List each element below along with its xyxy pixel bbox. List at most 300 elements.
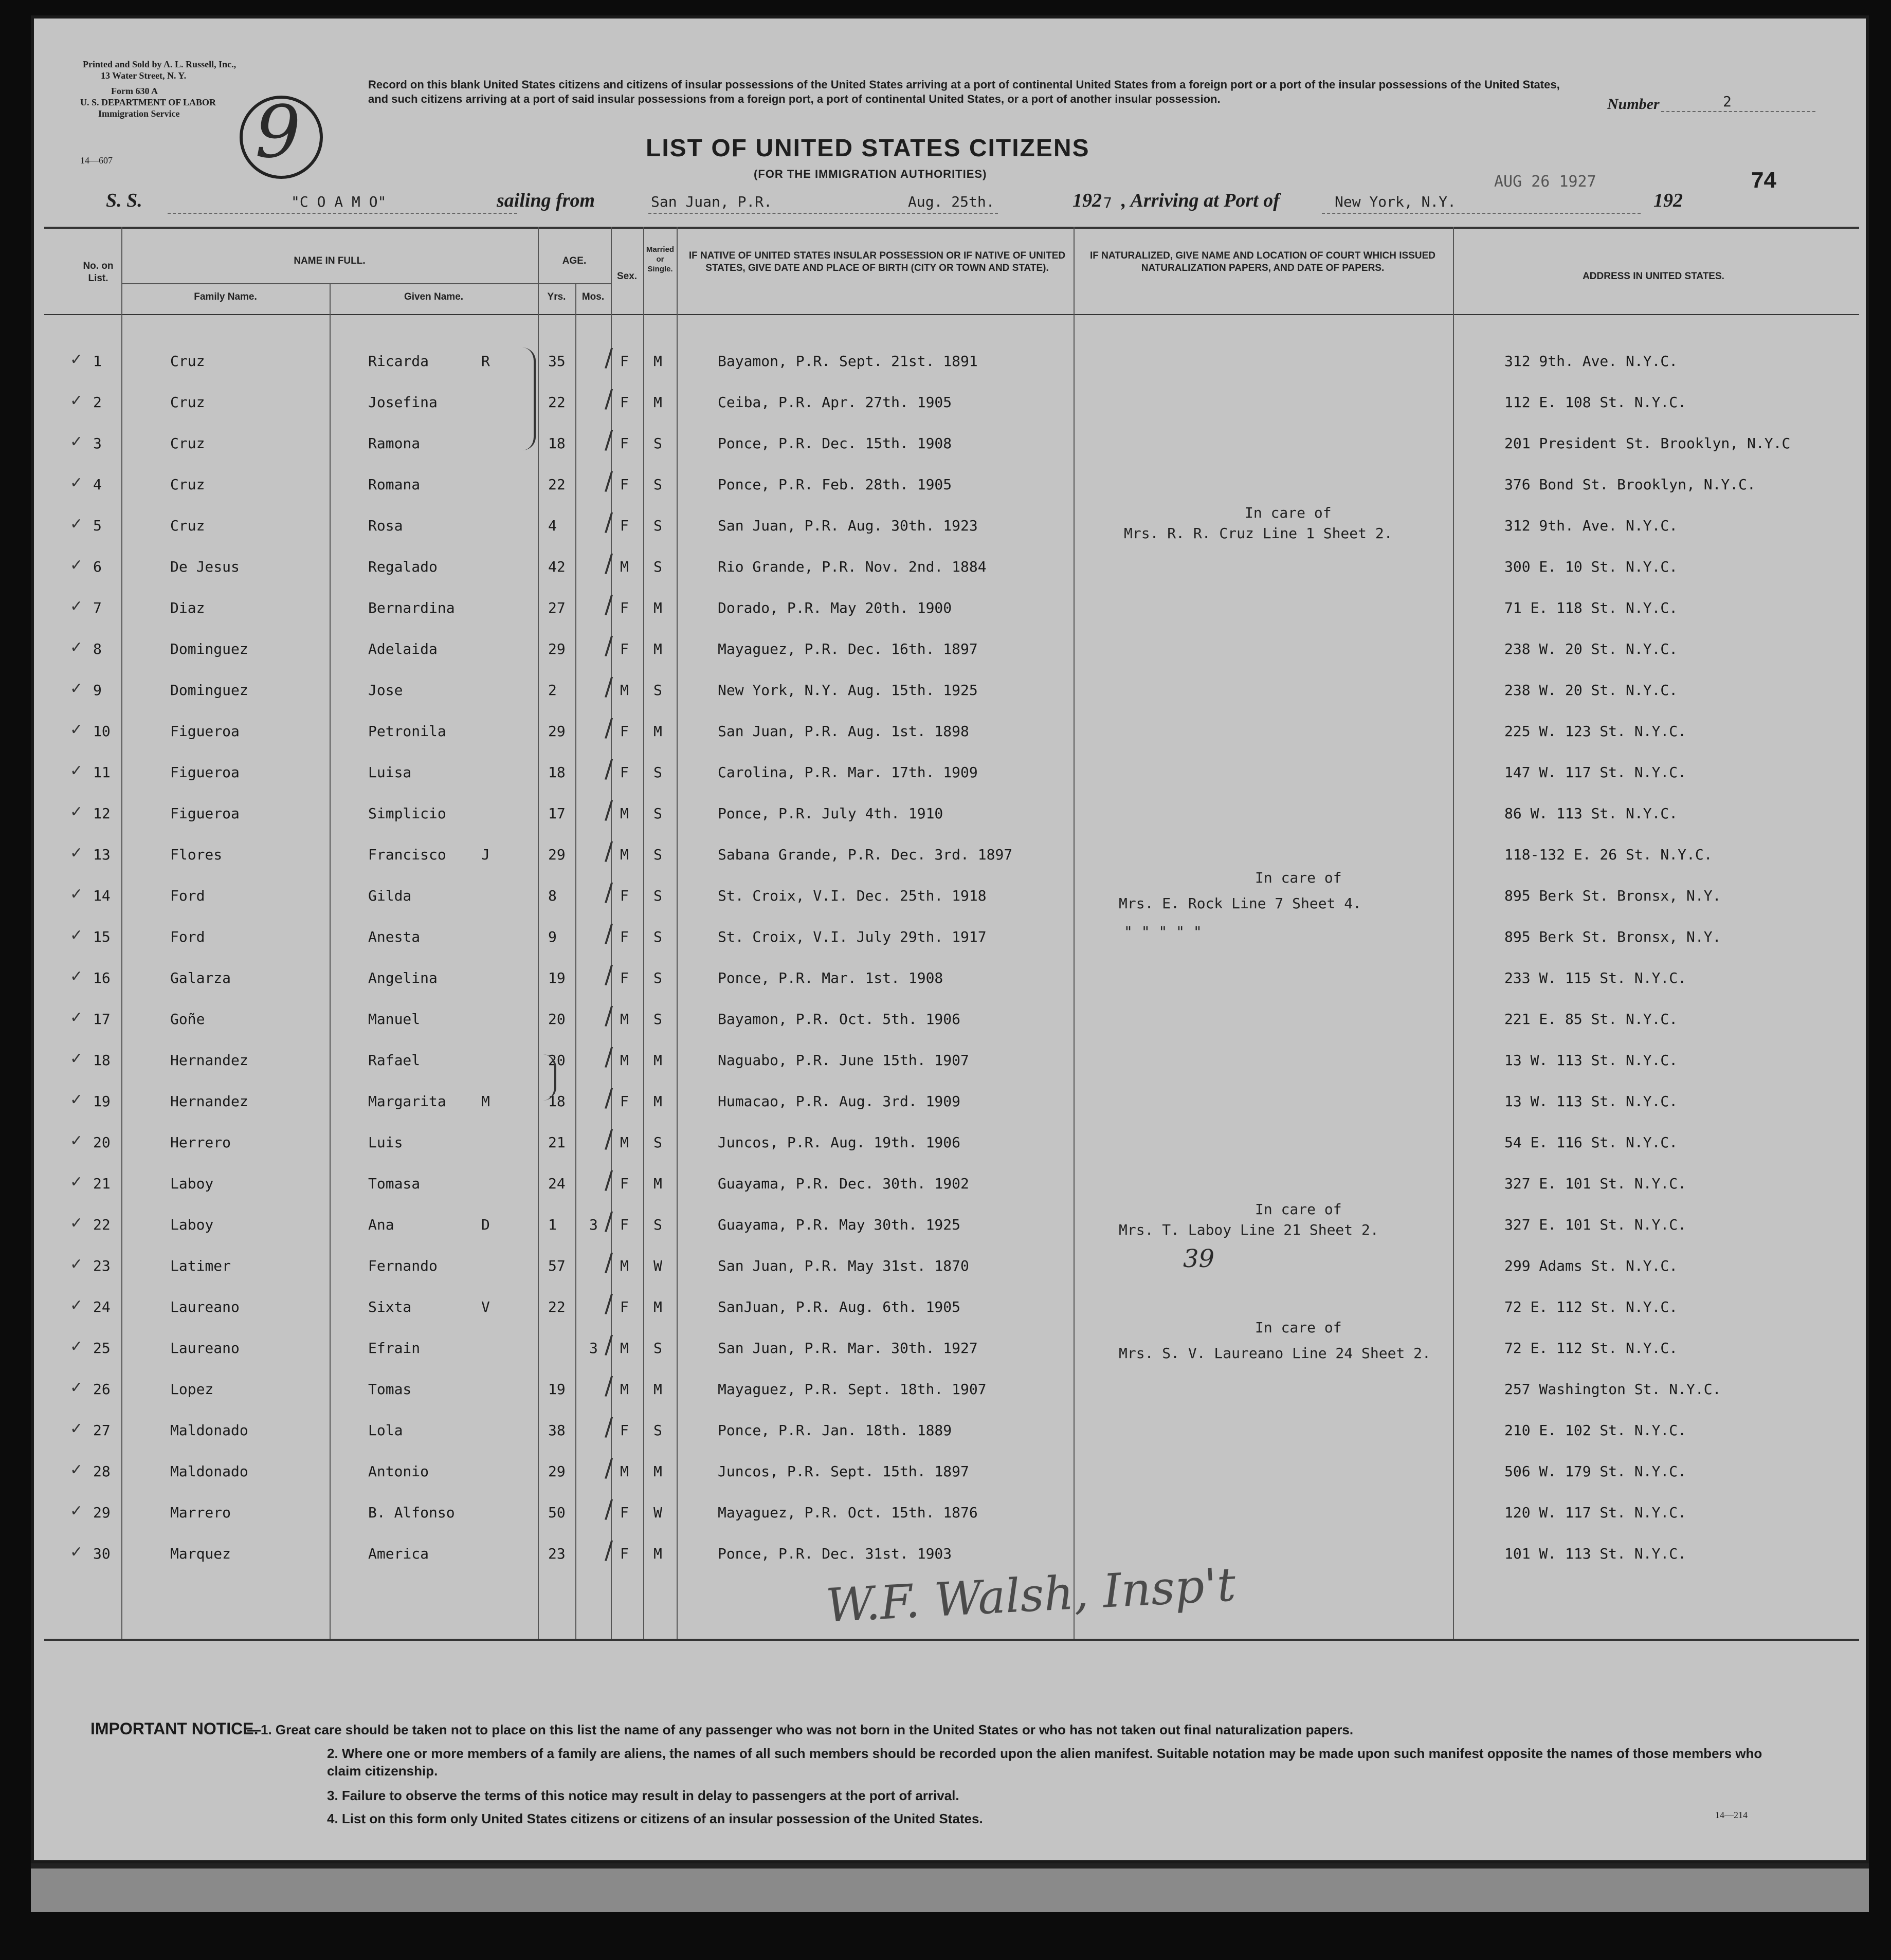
check-mark-icon: ✓ (70, 1009, 83, 1027)
col-divider-sex (643, 227, 644, 1639)
col-divider-ms (677, 227, 678, 1639)
marital-status: M (653, 640, 662, 657)
sex: M (620, 805, 629, 822)
row-number: 2 (93, 394, 102, 411)
address: 299 Adams St. N.Y.C. (1504, 1257, 1678, 1274)
marital-status: M (653, 394, 662, 411)
address: 147 W. 117 St. N.Y.C. (1504, 764, 1687, 781)
care3-text: Mrs. T. Laboy Line 21 Sheet 2. (1119, 1221, 1379, 1238)
birth-place-date: Rio Grande, P.R. Nov. 2nd. 1884 (718, 558, 987, 575)
marital-status: M (653, 1093, 662, 1110)
handwritten-number: 39 (1183, 1244, 1215, 1273)
birth-place-date: San Juan, P.R. Mar. 30th. 1927 (718, 1340, 978, 1357)
row-number: 18 (93, 1052, 111, 1069)
given-name: Francisco (368, 846, 446, 863)
birth-place-date: Dorado, P.R. May 20th. 1900 (718, 599, 952, 616)
sex: M (620, 1257, 629, 1274)
age-years: 18 (548, 435, 566, 452)
family-name: Flores (170, 846, 223, 863)
tally-stroke-icon: / (605, 713, 613, 742)
birth-place-date: Humacao, P.R. Aug. 3rd. 1909 (718, 1093, 961, 1110)
marital-status: M (653, 1463, 662, 1480)
sex: F (620, 1298, 629, 1315)
address: 233 W. 115 St. N.Y.C. (1504, 969, 1687, 986)
row-number: 8 (93, 640, 102, 657)
birth-place-date: Mayaguez, P.R. Dec. 16th. 1897 (718, 640, 978, 657)
age-years: 21 (548, 1134, 566, 1151)
row-number: 12 (93, 805, 111, 822)
family-name: Hernandez (170, 1093, 248, 1110)
address: 257 Washington St. N.Y.C. (1504, 1381, 1721, 1398)
tally-stroke-icon: / (605, 590, 613, 619)
col-divider-no (121, 227, 122, 1639)
care2-ditto: " " " " " (1124, 923, 1202, 940)
middle-initial: V (481, 1298, 490, 1315)
marital-status: M (653, 1545, 662, 1562)
tally-stroke-icon: / (605, 467, 613, 496)
notice-item-3: 3. Failure to observe the terms of this notice may result in delay to passengers at the port of arrival. (327, 1788, 959, 1803)
check-mark-icon: ✓ (70, 474, 83, 492)
tally-stroke-icon: / (605, 1413, 613, 1441)
tally-stroke-icon: / (605, 672, 613, 701)
birth-place-date: SanJuan, P.R. Aug. 6th. 1905 (718, 1298, 961, 1315)
birth-place-date: Sabana Grande, P.R. Dec. 3rd. 1897 (718, 846, 1013, 863)
age-years: 9 (548, 928, 557, 945)
address: 201 President St. Brooklyn, N.Y.C (1504, 435, 1791, 452)
marital-status: M (653, 1381, 662, 1398)
sailing-year: 192 (1072, 190, 1102, 211)
row-number: 1 (93, 353, 102, 370)
birth-place-date: St. Croix, V.I. Dec. 25th. 1918 (718, 887, 987, 904)
family-name: Hernandez (170, 1052, 248, 1069)
address: 210 E. 102 St. N.Y.C. (1504, 1422, 1687, 1439)
address: 72 E. 112 St. N.Y.C. (1504, 1298, 1678, 1315)
sex: M (620, 1463, 629, 1480)
row-number: 27 (93, 1422, 111, 1439)
given-name: Bernardina (368, 599, 455, 616)
row-number: 11 (93, 764, 111, 781)
header-bottom-rule (44, 314, 1859, 315)
family-name: Diaz (170, 599, 205, 616)
marital-status: S (653, 558, 662, 575)
col-header-mos: Mos. (581, 291, 605, 302)
sex: F (620, 517, 629, 534)
sailing-from-value: San Juan, P.R. (651, 193, 773, 210)
birth-place-date: Ponce, P.R. Jan. 18th. 1889 (718, 1422, 952, 1439)
record-instruction: Record on this blank United States citizens and citizens of insular possessions of the United States arriving at a port of continental United States from a foreign port or a port of the insular possessions of the United States, and such citizens arriving at a port of said insular possessions from a foreign port, a port of continental United States, or a port of another insular possession. (368, 78, 1560, 105)
birth-place-date: Guayama, P.R. Dec. 30th. 1902 (718, 1175, 969, 1192)
form-code: 14—607 (80, 155, 113, 166)
col-header-family: Family Name. (194, 291, 257, 302)
sailing-from-line (648, 213, 998, 214)
tally-stroke-icon: / (605, 384, 613, 413)
col-header-address: ADDRESS IN UNITED STATES. (1583, 271, 1724, 282)
sex: F (620, 1504, 629, 1521)
sex: M (620, 1134, 629, 1151)
family-name: Dominguez (170, 640, 248, 657)
birth-place-date: Mayaguez, P.R. Sept. 18th. 1907 (718, 1381, 987, 1398)
care3-label: In care of (1255, 1201, 1342, 1218)
marital-status: S (653, 969, 662, 986)
check-mark-icon: ✓ (70, 1338, 83, 1355)
age-years: 27 (548, 599, 566, 616)
row-number: 7 (93, 599, 102, 616)
given-name: Sixta (368, 1298, 412, 1315)
check-mark-icon: ✓ (70, 680, 83, 698)
marital-status: S (653, 1011, 662, 1028)
check-mark-icon: ✓ (70, 515, 83, 533)
notice-item-1: —1. Great care should be taken not to place on this list the name of any passenger who was not born in the United States or who has not taken out final naturalization papers. (247, 1722, 1354, 1737)
check-mark-icon: ✓ (70, 1420, 83, 1438)
age-years: 18 (548, 764, 566, 781)
sex: F (620, 1093, 629, 1110)
birth-place-date: Juncos, P.R. Aug. 19th. 1906 (718, 1134, 961, 1151)
check-mark-icon: ✓ (70, 967, 83, 985)
family-name: Maldonado (170, 1422, 248, 1439)
notice-heading: IMPORTANT NOTICE. (90, 1719, 259, 1738)
given-name: Romana (368, 476, 421, 493)
address: 895 Berk St. Bronsx, N.Y. (1504, 928, 1721, 945)
birth-place-date: New York, N.Y. Aug. 15th. 1925 (718, 682, 978, 699)
arrival-year: 192 (1653, 190, 1683, 211)
address: 101 W. 113 St. N.Y.C. (1504, 1545, 1687, 1562)
tally-stroke-icon: / (605, 1371, 613, 1400)
tally-stroke-icon: / (605, 1289, 613, 1318)
family-name: Cruz (170, 435, 205, 452)
check-mark-icon: ✓ (70, 885, 83, 903)
sex: M (620, 1011, 629, 1028)
given-name: Josefina (368, 394, 438, 411)
age-years: 1 (548, 1216, 557, 1233)
marital-status: S (653, 805, 662, 822)
address: 13 W. 113 St. N.Y.C. (1504, 1093, 1678, 1110)
sex: F (620, 599, 629, 616)
given-name: Anesta (368, 928, 421, 945)
row-number: 3 (93, 435, 102, 452)
tally-stroke-icon: / (605, 1536, 613, 1565)
sex: M (620, 1340, 629, 1357)
given-name: Ricarda (368, 353, 429, 370)
given-name: Tomasa (368, 1175, 421, 1192)
age-years: 18 (548, 1093, 566, 1110)
address: 118-132 E. 26 St. N.Y.C. (1504, 846, 1713, 863)
birth-place-date: Ponce, P.R. Mar. 1st. 1908 (718, 969, 943, 986)
sex: F (620, 1422, 629, 1439)
marital-status: S (653, 1422, 662, 1439)
check-mark-icon: ✓ (70, 1091, 83, 1109)
col-header-yrs: Yrs. (547, 291, 566, 302)
family-name: Cruz (170, 394, 205, 411)
marital-status: S (653, 682, 662, 699)
given-name: Angelina (368, 969, 438, 986)
ship-name: "C O A M O" (291, 193, 387, 210)
family-name: Cruz (170, 353, 205, 370)
inspector-signature: W.F. Walsh, Insp't (824, 1558, 1237, 1633)
tally-stroke-icon: / (605, 1084, 613, 1112)
family-name: Dominguez (170, 682, 248, 699)
age-years: 2 (548, 682, 557, 699)
check-mark-icon: ✓ (70, 1050, 83, 1068)
family-name: Cruz (170, 476, 205, 493)
col-divider-nat (1453, 227, 1454, 1639)
family-name: Latimer (170, 1257, 231, 1274)
check-mark-icon: ✓ (70, 844, 83, 862)
marital-status: W (653, 1504, 662, 1521)
birth-place-date: Mayaguez, P.R. Oct. 15th. 1876 (718, 1504, 978, 1521)
given-name: Ana (368, 1216, 394, 1233)
sex: F (620, 476, 629, 493)
col-header-married: Married or Single. (646, 245, 675, 273)
ss-label: S. S. (106, 190, 142, 211)
sailing-from-label: sailing from (497, 190, 595, 211)
care1-label: In care of (1245, 504, 1332, 521)
age-years: 4 (548, 517, 557, 534)
tally-stroke-icon: / (605, 878, 613, 907)
tally-stroke-icon: / (605, 1495, 613, 1524)
age-years: 22 (548, 1298, 566, 1315)
birth-place-date: San Juan, P.R. May 31st. 1870 (718, 1257, 969, 1274)
marital-status: S (653, 1340, 662, 1357)
birth-place-date: Ponce, P.R. Dec. 15th. 1908 (718, 435, 952, 452)
check-mark-icon: ✓ (70, 803, 83, 821)
given-name: Fernando (368, 1257, 438, 1274)
table-top-rule (44, 227, 1859, 229)
given-name: Adelaida (368, 640, 438, 657)
marital-status: M (653, 353, 662, 370)
page-subtitle: (FOR THE IMMIGRATION AUTHORITIES) (754, 168, 987, 180)
col-header-no: No. on List. (83, 261, 114, 284)
marital-status: W (653, 1257, 662, 1274)
tally-stroke-icon: / (605, 796, 613, 825)
family-name: Maldonado (170, 1463, 248, 1480)
check-mark-icon: ✓ (70, 1173, 83, 1191)
row-number: 23 (93, 1257, 111, 1274)
date-stamp: AUG 26 1927 (1494, 173, 1596, 191)
arrival-port-line (1322, 213, 1641, 214)
address: 376 Bond St. Brooklyn, N.Y.C. (1504, 476, 1756, 493)
age-years: 22 (548, 394, 566, 411)
marital-status: M (653, 599, 662, 616)
age-years: 22 (548, 476, 566, 493)
age-months: 3 (589, 1216, 598, 1233)
row-number: 13 (93, 846, 111, 863)
scan-edge (31, 1863, 1869, 1912)
address: 221 E. 85 St. N.Y.C. (1504, 1011, 1678, 1028)
given-name: America (368, 1545, 429, 1562)
printer-line-1: Printed and Sold by A. L. Russell, Inc., (83, 59, 237, 69)
birth-place-date: Carolina, P.R. Mar. 17th. 1909 (718, 764, 978, 781)
col-header-birth: IF NATIVE OF UNITED STATES INSULAR POSSESSION OR IF NATIVE OF UNITED STATES, GIVE DATE AND PLACE OF BIRTH (CITY OR TOWN AND STATE). (688, 250, 1066, 273)
given-name: Petronila (368, 723, 446, 740)
birth-place-date: Ponce, P.R. Feb. 28th. 1905 (718, 476, 952, 493)
notice-item-4: 4. List on this form only United States citizens or citizens of an insular possession of the United States. (327, 1811, 983, 1826)
family-name: Laureano (170, 1340, 240, 1357)
marital-status: S (653, 517, 662, 534)
family-name: Lopez (170, 1381, 214, 1398)
address: 225 W. 123 St. N.Y.C. (1504, 723, 1687, 740)
family-name: Laboy (170, 1175, 214, 1192)
tally-stroke-icon: / (605, 1330, 613, 1359)
age-years: 29 (548, 723, 566, 740)
tally-stroke-icon: / (605, 919, 613, 948)
address: 13 W. 113 St. N.Y.C. (1504, 1052, 1678, 1069)
address: 112 E. 108 St. N.Y.C. (1504, 394, 1687, 411)
given-name: Luis (368, 1134, 403, 1151)
age-years: 50 (548, 1504, 566, 1521)
birth-place-date: Ponce, P.R. July 4th. 1910 (718, 805, 943, 822)
family-name: Marrero (170, 1504, 231, 1521)
tally-stroke-icon: / (605, 426, 613, 454)
tally-stroke-icon: / (605, 1166, 613, 1195)
row-number: 25 (93, 1340, 111, 1357)
printer-line-2: 13 Water Street, N. Y. (101, 70, 187, 81)
row-number: 4 (93, 476, 102, 493)
sex: F (620, 1216, 629, 1233)
check-mark-icon: ✓ (70, 1214, 83, 1232)
sex: F (620, 640, 629, 657)
check-mark-icon: ✓ (70, 1255, 83, 1273)
tally-stroke-icon: / (605, 1042, 613, 1071)
address: 312 9th. Ave. N.Y.C. (1504, 517, 1678, 534)
sex: M (620, 846, 629, 863)
row-number: 5 (93, 517, 102, 534)
sex: F (620, 353, 629, 370)
address: 327 E. 101 St. N.Y.C. (1504, 1216, 1687, 1233)
birth-place-date: Naguabo, P.R. June 15th. 1907 (718, 1052, 969, 1069)
notice-item-2: 2. Where one or more members of a family are aliens, the names of all such members should be recorded upon the alien manifest. Suitable notation may be made upon such manifest opposite the names of those members who claim citizenship. (327, 1746, 1762, 1779)
sailing-date: Aug. 25th. (908, 193, 995, 210)
marital-status: S (653, 887, 662, 904)
footer-form-code: 14—214 (1715, 1810, 1748, 1820)
marital-status: S (653, 1134, 662, 1151)
number-label: Number (1607, 96, 1660, 113)
marital-status: S (653, 928, 662, 945)
age-years: 24 (548, 1175, 566, 1192)
age-subrule (538, 283, 611, 284)
tally-stroke-icon: / (605, 755, 613, 783)
row-number: 26 (93, 1381, 111, 1398)
row-number: 24 (93, 1298, 111, 1315)
check-mark-icon: ✓ (70, 1543, 83, 1561)
family-name: Cruz (170, 517, 205, 534)
given-name: Ramona (368, 435, 421, 452)
check-mark-icon: ✓ (70, 556, 83, 574)
marital-status: M (653, 723, 662, 740)
row-number: 21 (93, 1175, 111, 1192)
birth-place-date: Ceiba, P.R. Apr. 27th. 1905 (718, 394, 952, 411)
check-mark-icon: ✓ (70, 1461, 83, 1479)
birth-place-date: Bayamon, P.R. Sept. 21st. 1891 (718, 353, 978, 370)
check-mark-icon: ✓ (70, 762, 83, 780)
sex: F (620, 969, 629, 986)
age-months: 3 (589, 1340, 598, 1357)
family-name: Galarza (170, 969, 231, 986)
col-divider-family (330, 283, 331, 1639)
check-mark-icon: ✓ (70, 351, 83, 369)
tally-stroke-icon: / (605, 1248, 613, 1277)
col-header-sex: Sex. (616, 271, 638, 282)
sex: M (620, 682, 629, 699)
age-years: 20 (548, 1052, 566, 1069)
marital-status: M (653, 1175, 662, 1192)
marital-status: M (653, 1298, 662, 1315)
marital-status: S (653, 764, 662, 781)
tally-stroke-icon: / (605, 1207, 613, 1236)
row-number: 17 (93, 1011, 111, 1028)
family-name: Goñe (170, 1011, 205, 1028)
row-number: 19 (93, 1093, 111, 1110)
row-number: 20 (93, 1134, 111, 1151)
address: 54 E. 116 St. N.Y.C. (1504, 1134, 1678, 1151)
middle-initial: J (481, 846, 490, 863)
col-header-name: NAME IN FULL. (294, 255, 366, 266)
care4-label: In care of (1255, 1319, 1342, 1336)
sex: M (620, 558, 629, 575)
given-name: Luisa (368, 764, 412, 781)
family-name: Ford (170, 887, 205, 904)
middle-initial: D (481, 1216, 490, 1233)
tally-stroke-icon: / (605, 960, 613, 989)
service-label: Immigration Service (98, 108, 180, 119)
row-number: 9 (93, 682, 102, 699)
age-years: 20 (548, 1011, 566, 1028)
tally-stroke-icon: / (605, 549, 613, 578)
check-mark-icon: ✓ (70, 392, 83, 410)
age-years: 17 (548, 805, 566, 822)
age-years: 35 (548, 353, 566, 370)
given-name: Lola (368, 1422, 403, 1439)
care2-text: Mrs. E. Rock Line 7 Sheet 4. (1119, 895, 1362, 912)
marital-status: S (653, 846, 662, 863)
marital-status: S (653, 1216, 662, 1233)
age-years: 29 (548, 640, 566, 657)
check-mark-icon: ✓ (70, 1379, 83, 1397)
family-bracket-hernandez (543, 1054, 556, 1101)
family-name: Figueroa (170, 723, 240, 740)
age-years: 8 (548, 887, 557, 904)
row-number: 15 (93, 928, 111, 945)
check-mark-icon: ✓ (70, 926, 83, 944)
sex: F (620, 1175, 629, 1192)
sex: F (620, 887, 629, 904)
sex: F (620, 435, 629, 452)
row-number: 10 (93, 723, 111, 740)
given-name: Efrain (368, 1340, 421, 1357)
family-name: De Jesus (170, 558, 240, 575)
given-name: Manuel (368, 1011, 421, 1028)
middle-initial: R (481, 353, 490, 370)
check-mark-icon: ✓ (70, 1296, 83, 1314)
care2-label: In care of (1255, 869, 1342, 886)
address: 506 W. 179 St. N.Y.C. (1504, 1463, 1687, 1480)
address: 895 Berk St. Bronsx, N.Y. (1504, 887, 1721, 904)
row-number: 6 (93, 558, 102, 575)
birth-place-date: St. Croix, V.I. July 29th. 1917 (718, 928, 987, 945)
given-name: Simplicio (368, 805, 446, 822)
tally-stroke-icon: / (605, 631, 613, 660)
address: 300 E. 10 St. N.Y.C. (1504, 558, 1678, 575)
number-value: 2 (1723, 93, 1732, 110)
arriving-label: , Arriving at Port of (1121, 190, 1280, 211)
sex: F (620, 723, 629, 740)
tally-stroke-icon: / (605, 508, 613, 537)
page-number: 74 (1751, 168, 1776, 193)
family-name: Laboy (170, 1216, 214, 1233)
address: 312 9th. Ave. N.Y.C. (1504, 353, 1678, 370)
sex: M (620, 1052, 629, 1069)
address: 72 E. 112 St. N.Y.C. (1504, 1340, 1678, 1357)
ship-name-line (168, 213, 517, 214)
